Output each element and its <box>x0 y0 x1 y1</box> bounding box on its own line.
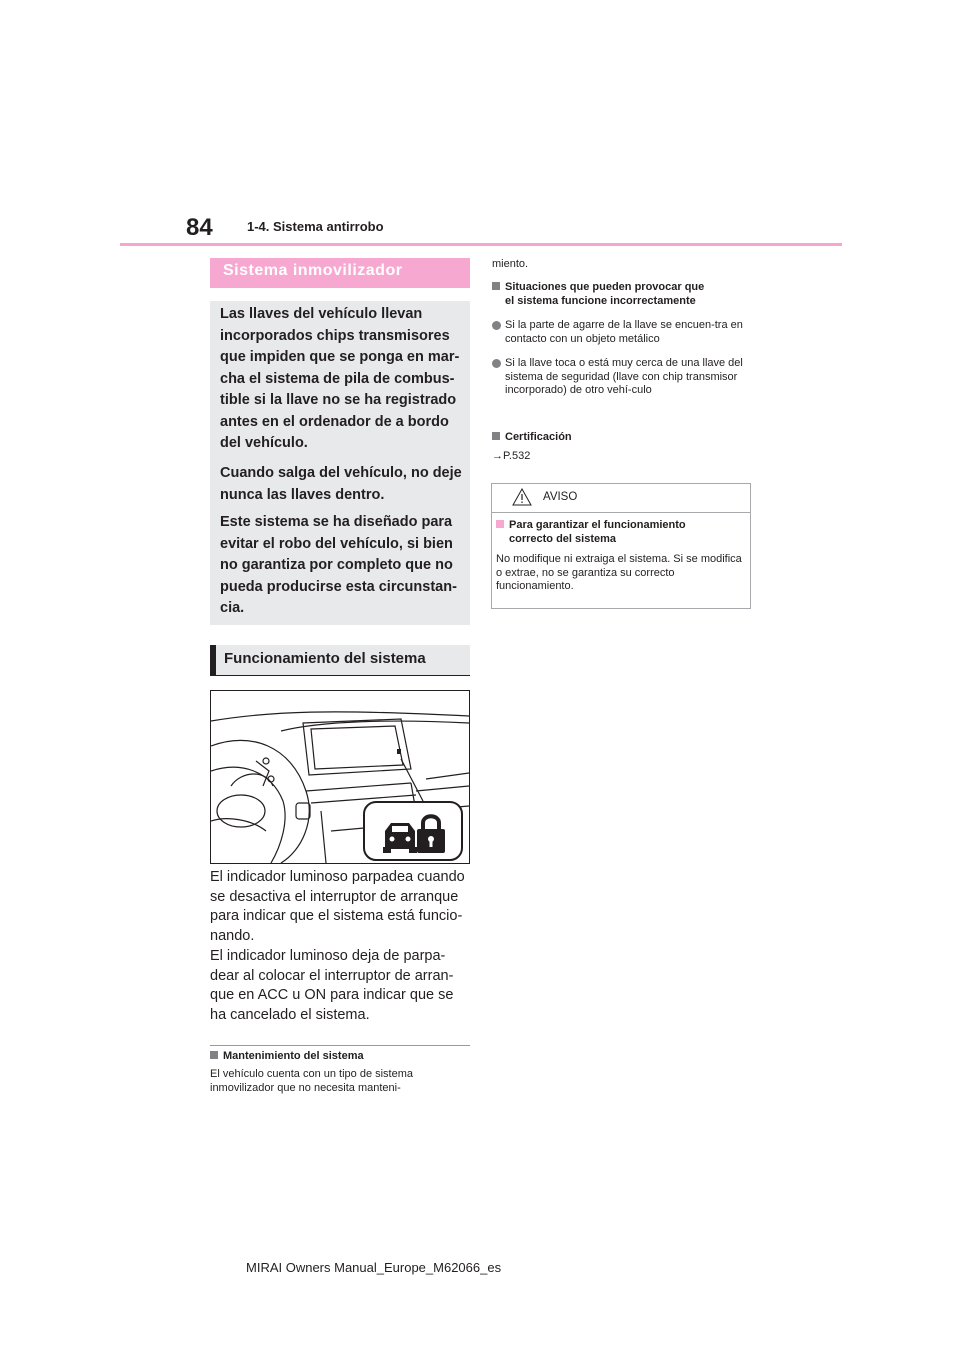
section-heading-operation <box>210 645 470 676</box>
maintenance-heading: Mantenimiento del sistema <box>210 1050 472 1064</box>
square-bullet-icon <box>492 282 500 290</box>
list-item: Si la parte de agarre de la llave se encuen-tra en contacto con un objeto metálico <box>492 319 754 346</box>
heading-bar <box>210 645 216 676</box>
body-paragraph: El indicador luminoso parpadea cuando se desactiva el interruptor de arranque para indicar que el sistema está funcio-nando. <box>210 869 465 944</box>
page-number: 84 <box>186 214 213 241</box>
warning-notice-box <box>491 483 751 609</box>
body-paragraph: El indicador luminoso deja de parpa-dear al colocar el interruptor de arran-que en ACC u ON para indicar que se ha cancelado el sistema. <box>210 948 454 1023</box>
warning-triangle-icon <box>512 488 532 506</box>
intro-box <box>210 301 470 625</box>
intro-paragraph: Cuando salga del vehículo, no deje nunca las llaves dentro. <box>220 465 462 503</box>
round-bullet-icon <box>492 321 501 330</box>
notice-label: AVISO <box>543 491 578 503</box>
round-bullet-icon <box>492 359 501 368</box>
security-indicator-icon <box>363 801 463 861</box>
chapter-title: 1-4. Sistema antirrobo <box>247 219 384 234</box>
page-reference-link[interactable]: →P.532 <box>492 450 531 462</box>
section-heading-text: Sistema inmovilizador <box>223 262 403 279</box>
footer-text: MIRAI Owners Manual_Europe_M62066_es <box>246 1260 502 1275</box>
square-bullet-icon <box>210 1051 218 1059</box>
continued-text: miento. <box>492 258 529 270</box>
section-heading-immobilizer <box>210 258 470 288</box>
divider <box>210 1045 470 1046</box>
square-bullet-icon <box>492 432 500 440</box>
notice-text: No modifique ni extraiga el sistema. Si se modifica o extrae, no se garantiza su correcto funcionamiento. <box>496 553 742 592</box>
notice-header <box>492 484 750 513</box>
intro-paragraph: Las llaves del vehículo llevan incorporados chips transmisores que impiden que se ponga en mar-cha el sistema de pila de combus-tible si la llave no se ha registrado antes en el ordenador de a bordo del vehículo. <box>220 306 460 451</box>
dashboard-illustration <box>210 690 470 864</box>
intro-paragraph: Este sistema se ha diseñado para evitar el robo del vehículo, si bien no garantiza por completo que no pueda producirse esta circunstan-cia. <box>220 514 457 616</box>
maintenance-text: El vehículo cuenta con un tipo de sistema inmovilizador que no necesita manteni- <box>210 1068 414 1094</box>
situations-heading: Situaciones que pueden provocar que el sistema funcione incorrectamente <box>492 281 754 308</box>
header-rule <box>120 243 842 246</box>
notice-title: Para garantizar el funcionamiento correcto del sistema <box>496 519 746 546</box>
certification-heading: Certificación <box>492 431 572 445</box>
list-item: Si la llave toca o está muy cerca de una llave del sistema de seguridad (llave con chip transmisor incorporado) de otro vehí-culo <box>492 357 754 398</box>
section-heading-text: Funcionamiento del sistema <box>224 650 426 667</box>
square-bullet-icon <box>496 520 504 528</box>
